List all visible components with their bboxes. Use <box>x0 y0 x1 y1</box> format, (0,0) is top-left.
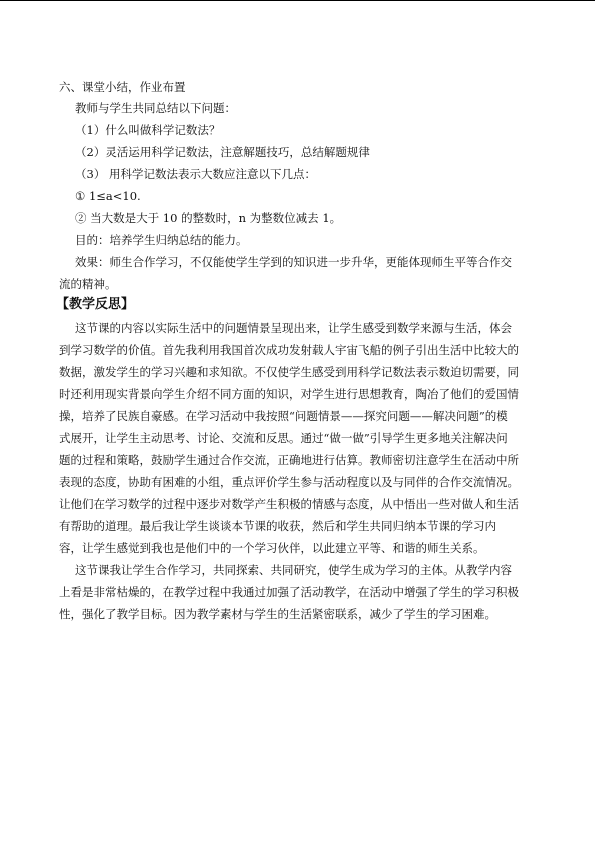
paragraph-line: 表现的态度，协助有困难的小组，重点评价学生参与活动程度以及与同伴的合作交流情况。 <box>59 475 519 489</box>
paragraph-line: 这节课我让学生合作学习，共同探索、共同研究，使学生成为学习的主体。从教学内容 <box>75 563 512 577</box>
summary-effect-line-1: 效果：师生合作学习，不仅能使学生学到的知识进一步升华，更能体现师生平等合作交 <box>75 255 512 269</box>
summary-effect-line-2: 流的精神。 <box>59 277 117 291</box>
paragraph-line: 式展开，让学生主动思考、讨论、交流和反思。通过“做一做”引导学生更多地关注解决问 <box>59 431 508 445</box>
page-top-border <box>0 0 595 1</box>
paragraph-line: 有帮助的道理。最后我让学生谈谈本节课的收获，然后和学生共同归纳本节课的学习内 <box>59 519 496 533</box>
paragraph-line: 数据，激发学生的学习兴趣和求知欲。不仅使学生感受到用科学记数法表示数迫切需要，同 <box>59 365 519 379</box>
summary-point-2: ② 当大数是大于 10 的整数时，n 为整数位减去 1。 <box>75 211 342 225</box>
paragraph-line: 时还利用现实背景向学生介绍不同方面的知识，对学生进行思想教育，陶冶了他们的爱国情 <box>59 387 519 401</box>
paragraph-line: 上看是非常枯燥的，在教学过程中我通过加强了活动教学，在活动中增强了学生的学习积极 <box>59 585 519 599</box>
section-title: 六、课堂小结，作业布置 <box>59 80 186 94</box>
paragraph-line: 让他们在学习数学的过程中逐步对数学产生积极的情感与态度，从中悟出一些对做人和生活 <box>59 497 519 511</box>
summary-point-1: ① 1≤a<10. <box>75 189 141 203</box>
summary-question-1: （1）什么叫做科学记数法？ <box>75 123 221 137</box>
summary-question-2: （2）灵活运用科学记数法，注意解题技巧，总结解题规律 <box>75 145 370 159</box>
reflection-heading: 【教学反思】 <box>56 297 135 312</box>
summary-goal: 目的：培养学生归纳总结的能力。 <box>75 233 248 247</box>
paragraph-line: 题的过程和策略，鼓励学生通过合作交流，正确地进行估算。教师密切注意学生在活动中所 <box>59 453 519 467</box>
paragraph-line: 性，强化了教学目标。因为教学素材与学生的生活紧密联系，减少了学生的学习困难。 <box>59 607 496 621</box>
paragraph-line: 容，让学生感觉到我也是他们中的一个学习伙伴，以此建立平等、和谐的师生关系。 <box>59 541 485 555</box>
paragraph-line: 到学习数学的价值。首先我利用我国首次成功发射载人宇宙飞船的例子引出生活中比较大的 <box>59 343 519 357</box>
summary-intro: 教师与学生共同总结以下问题： <box>75 101 236 115</box>
summary-question-3: （3） 用科学记数法表示大数应注意以下几点： <box>75 167 316 181</box>
paragraph-line: 操，培养了民族自豪感。在学习活动中我按照“问题情景——探究问题——解决问题”的模 <box>59 409 508 423</box>
paragraph-line: 这节课的内容以实际生活中的问题情景呈现出来，让学生感受到数学来源与生活，体会 <box>75 321 512 335</box>
